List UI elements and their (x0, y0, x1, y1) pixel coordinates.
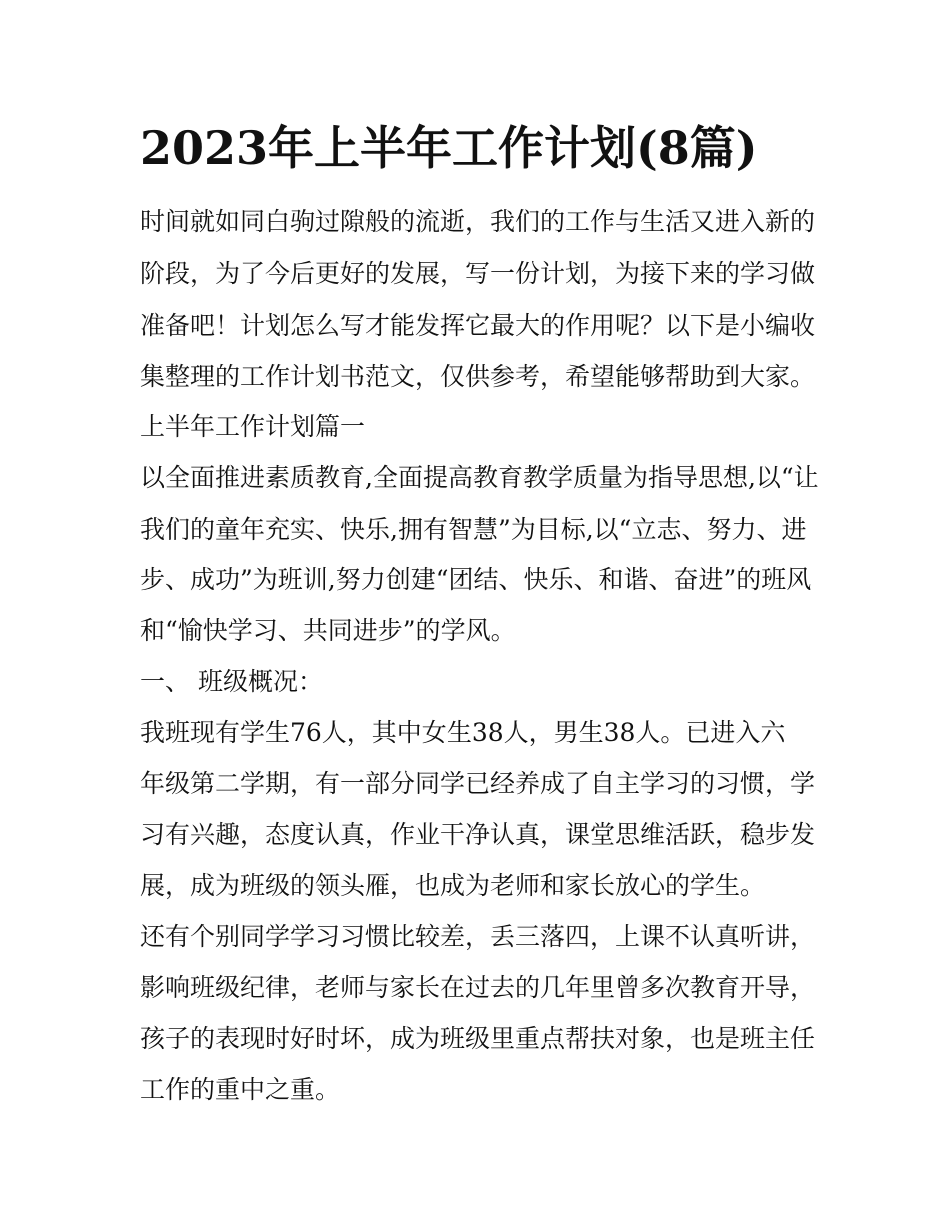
paragraph-line: 工作的重中之重。 (140, 1075, 341, 1104)
section-heading: 一、 班级概况： (140, 667, 323, 696)
paragraph-line: 和“愉快学习、共同进步”的学风。 (140, 616, 516, 645)
paragraph-line: 习有兴趣，态度认真，作业干净认真，课堂思维活跃，稳步发 (140, 820, 816, 849)
paragraph-line: 准备吧！计划怎么写才能发挥它最大的作用呢？以下是小编收 (140, 311, 816, 340)
paragraph-line: 我班现有学生76人，其中女生38人，男生38人。已进入六 (140, 718, 786, 747)
paragraph-line: 影响班级纪律，老师与家长在过去的几年里曾多次教育开导， (140, 973, 816, 1002)
paragraph-line: 孩子的表现时好时坏，成为班级里重点帮扶对象，也是班主任 (140, 1024, 816, 1053)
paragraph-line: 阶段，为了今后更好的发展，写一份计划，为接下来的学习做 (140, 259, 816, 288)
paragraph-line: 集整理的工作计划书范文，仅供参考，希望能够帮助到大家。 (140, 362, 816, 391)
paragraph-line: 还有个别同学学习习惯比较差，丢三落四，上课不认真听讲， (140, 922, 816, 951)
paragraph-line: 步、成功”为班训,努力创建“团结、快乐、和谐、奋进”的班风 (140, 565, 812, 594)
paragraph-line: 时间就如同白驹过隙般的流逝，我们的工作与生活又进入新的 (140, 207, 816, 236)
paragraph-line: 以全面推进素质教育,全面提高教育教学质量为指导思想,以“让 (140, 463, 819, 492)
paragraph-line: 展，成为班级的领头雁，也成为老师和家长放心的学生。 (140, 871, 766, 900)
section-heading: 上半年工作计划篇一 (140, 412, 366, 441)
document-title: 2023年上半年工作计划(8篇) (140, 121, 758, 175)
paragraph-line: 年级第二学期，有一部分同学已经养成了自主学习的习惯，学 (140, 769, 816, 798)
paragraph-line: 我们的童年充实、快乐,拥有智慧”为目标,以“立志、努力、进 (140, 515, 807, 544)
